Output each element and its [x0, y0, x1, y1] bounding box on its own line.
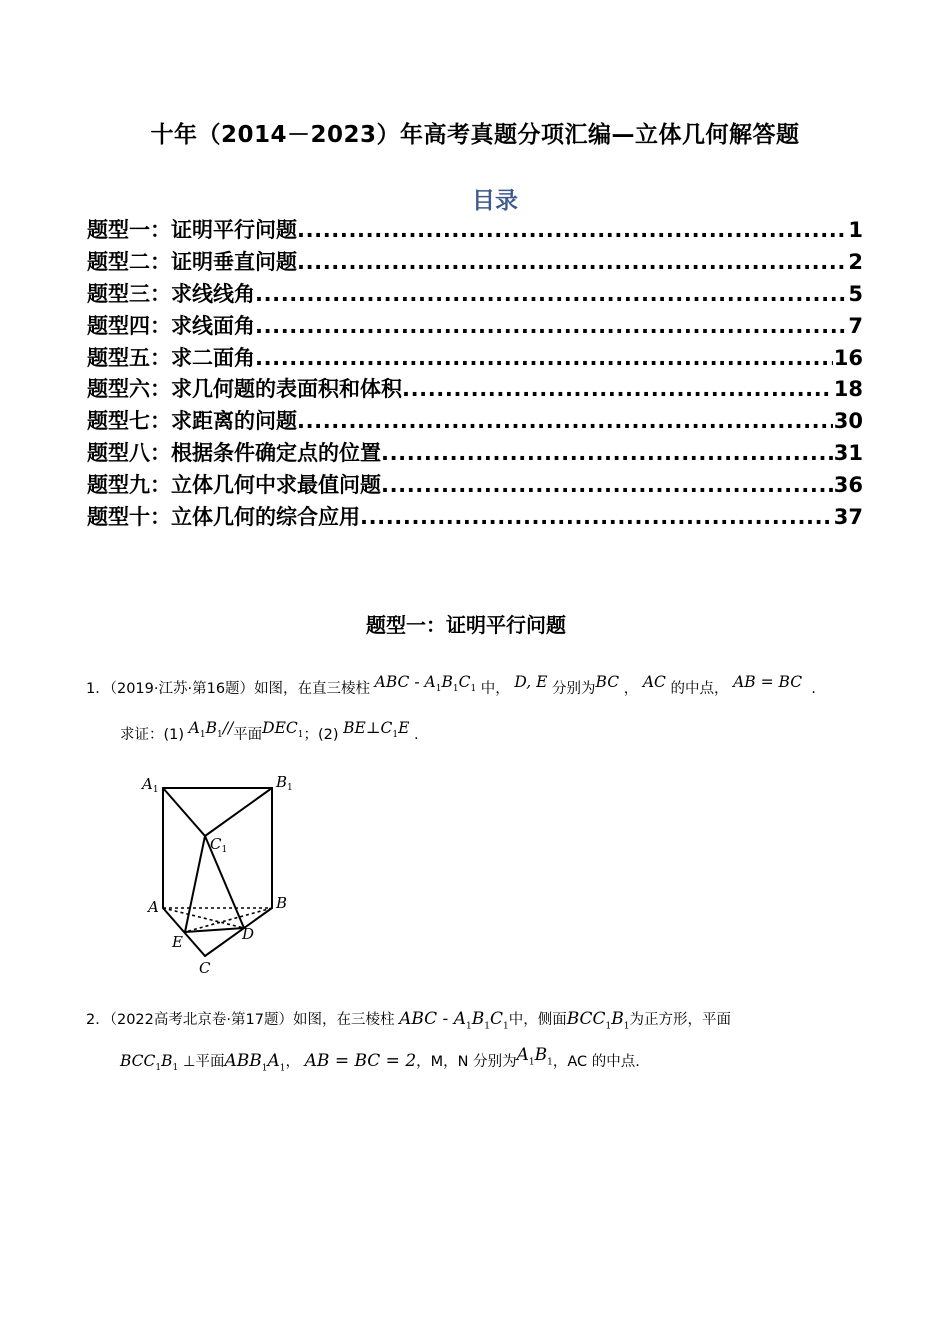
math-a1b1: $A_1B_1//$ [188, 719, 234, 741]
question-source: （2022高考北京卷·第17题） [109, 1012, 293, 1028]
toc-entry[interactable] [87, 405, 863, 437]
toc-entry[interactable] [87, 246, 863, 278]
toc-entry-label: 题型一：证明平行问题 [87, 218, 297, 242]
toc-leader-dots [381, 473, 833, 497]
toc-entry-label: 题型十：立体几何的综合应用 [87, 505, 360, 530]
math-abb1a1: $ABB_1A_1$ [224, 1051, 286, 1074]
toc-entry[interactable] [87, 501, 863, 533]
toc-entry-page: 18 [833, 377, 863, 402]
question-source: （2019·江苏·第16题） [109, 681, 255, 697]
toc-leader-dots [360, 505, 833, 529]
edge-c1e [185, 836, 205, 932]
punct: . [811, 681, 816, 697]
toc-leader-dots [297, 218, 847, 242]
label-c1: $C_1$ [210, 835, 228, 855]
toc-entry-page: 1 [848, 218, 863, 242]
question-text: 的中点， [670, 681, 729, 697]
math-bcc1b1: $BCC_1B_1$ [566, 1009, 630, 1032]
toc-entry-page: 30 [833, 409, 863, 434]
toc-leader-dots [255, 282, 847, 306]
label-e: E [172, 933, 183, 951]
hidden-edge-ad [163, 908, 244, 928]
math-dec1: $DEC_1$ [262, 719, 304, 741]
question-text: 中，侧面 [508, 1012, 567, 1028]
question-2-line-1 [86, 1008, 731, 1037]
toc-entry-page: 37 [833, 505, 863, 530]
toc-leader-dots [381, 441, 833, 465]
toc-heading: 目录 [472, 188, 518, 214]
question-text: 求证：(1) [120, 727, 185, 743]
toc-entry[interactable] [87, 373, 863, 405]
label-b: B [276, 894, 288, 912]
label-c: C [199, 959, 211, 977]
toc-entry-label: 题型九：立体几何中求最值问题 [87, 473, 381, 498]
math-a1b1: $A_1B_1$ [516, 1045, 553, 1068]
toc-entry[interactable] [87, 278, 863, 310]
section-heading: 题型一：证明平行问题 [366, 613, 566, 637]
toc-entry-label: 题型八：根据条件确定点的位置 [87, 441, 381, 466]
label-d: D [242, 925, 255, 943]
edge-ed [185, 928, 244, 932]
question-text: 平面 [233, 727, 263, 743]
toc-leader-dots [255, 314, 847, 338]
question-text: 分别为 [552, 681, 596, 697]
toc-leader-dots [402, 377, 833, 401]
math-be-perp-c1e: $BE\perp C_1E$ [343, 719, 410, 741]
punct: ， [623, 681, 639, 697]
question-2-line-2 [120, 1045, 640, 1079]
math-ab-eq-bc-eq-2: AB = BC = 2 [304, 1051, 417, 1071]
edge-b1c1 [205, 788, 272, 836]
question-text: ⊥平面 [182, 1054, 225, 1070]
toc-leader-dots [297, 409, 833, 433]
label-b1: $B_1$ [276, 773, 293, 793]
math-prism: ABC - $A_1B_1C_1$ [374, 673, 477, 695]
toc-entry-label: 题型五：求二面角 [87, 345, 255, 370]
toc-entry-label: 题型三：求线线角 [87, 281, 255, 306]
toc-entry-label: 题型七：求距离的问题 [87, 409, 297, 434]
table-of-contents [87, 214, 863, 533]
toc-entry-label: 题型四：求线面角 [87, 313, 255, 338]
toc-entry-page: 16 [833, 345, 863, 370]
question-text: 如图，在直三棱柱 [254, 681, 371, 697]
question-text: 如图，在三棱柱 [292, 1012, 395, 1028]
question-text: 为正方形，平面 [629, 1012, 731, 1028]
math-ac: AC [642, 673, 666, 691]
toc-entry[interactable] [87, 469, 863, 501]
question-number: 2． [86, 1012, 110, 1028]
edge-a1c1 [163, 788, 205, 836]
toc-entry[interactable] [87, 342, 863, 374]
toc-entry[interactable] [87, 214, 863, 246]
toc-entry-page: 31 [833, 441, 863, 466]
math-de: D, E [514, 673, 548, 691]
question-text: 中， [480, 681, 510, 697]
math-ab-eq-bc: AB = BC [733, 673, 803, 691]
toc-entry[interactable] [87, 310, 863, 342]
prism-figure [138, 765, 308, 980]
toc-entry-page: 2 [848, 249, 863, 274]
question-text: ，AC 的中点. [552, 1054, 640, 1070]
toc-entry[interactable] [87, 437, 863, 469]
toc-entry-page: 5 [848, 281, 863, 306]
toc-entry-page: 7 [848, 313, 863, 338]
math-bcc1b1: $BCC_1B_1$ [120, 1052, 179, 1074]
question-text: ，M，N 分别为 [416, 1054, 517, 1070]
question-1-line-2 [120, 719, 419, 752]
label-a: A [148, 898, 159, 916]
math-prism: ABC - $A_1B_1C_1$ [399, 1009, 509, 1032]
toc-entry-label: 题型二：证明垂直问题 [87, 249, 297, 274]
math-bc: BC [595, 673, 620, 691]
label-a1: $A_1$ [142, 775, 159, 795]
punct: ， [285, 1054, 301, 1070]
question-text: ；(2) [303, 727, 339, 743]
document-title: 十年（2014－2023）年高考真题分项汇编—立体几何解答题 [150, 122, 800, 148]
question-1-line-1 [86, 673, 816, 706]
toc-leader-dots [297, 250, 847, 274]
toc-leader-dots [255, 346, 833, 370]
toc-entry-label: 题型六：求几何题的表面积和体积 [87, 377, 402, 402]
question-number: 1． [86, 681, 110, 697]
toc-entry-page: 36 [833, 473, 863, 498]
punct: . [414, 727, 419, 743]
